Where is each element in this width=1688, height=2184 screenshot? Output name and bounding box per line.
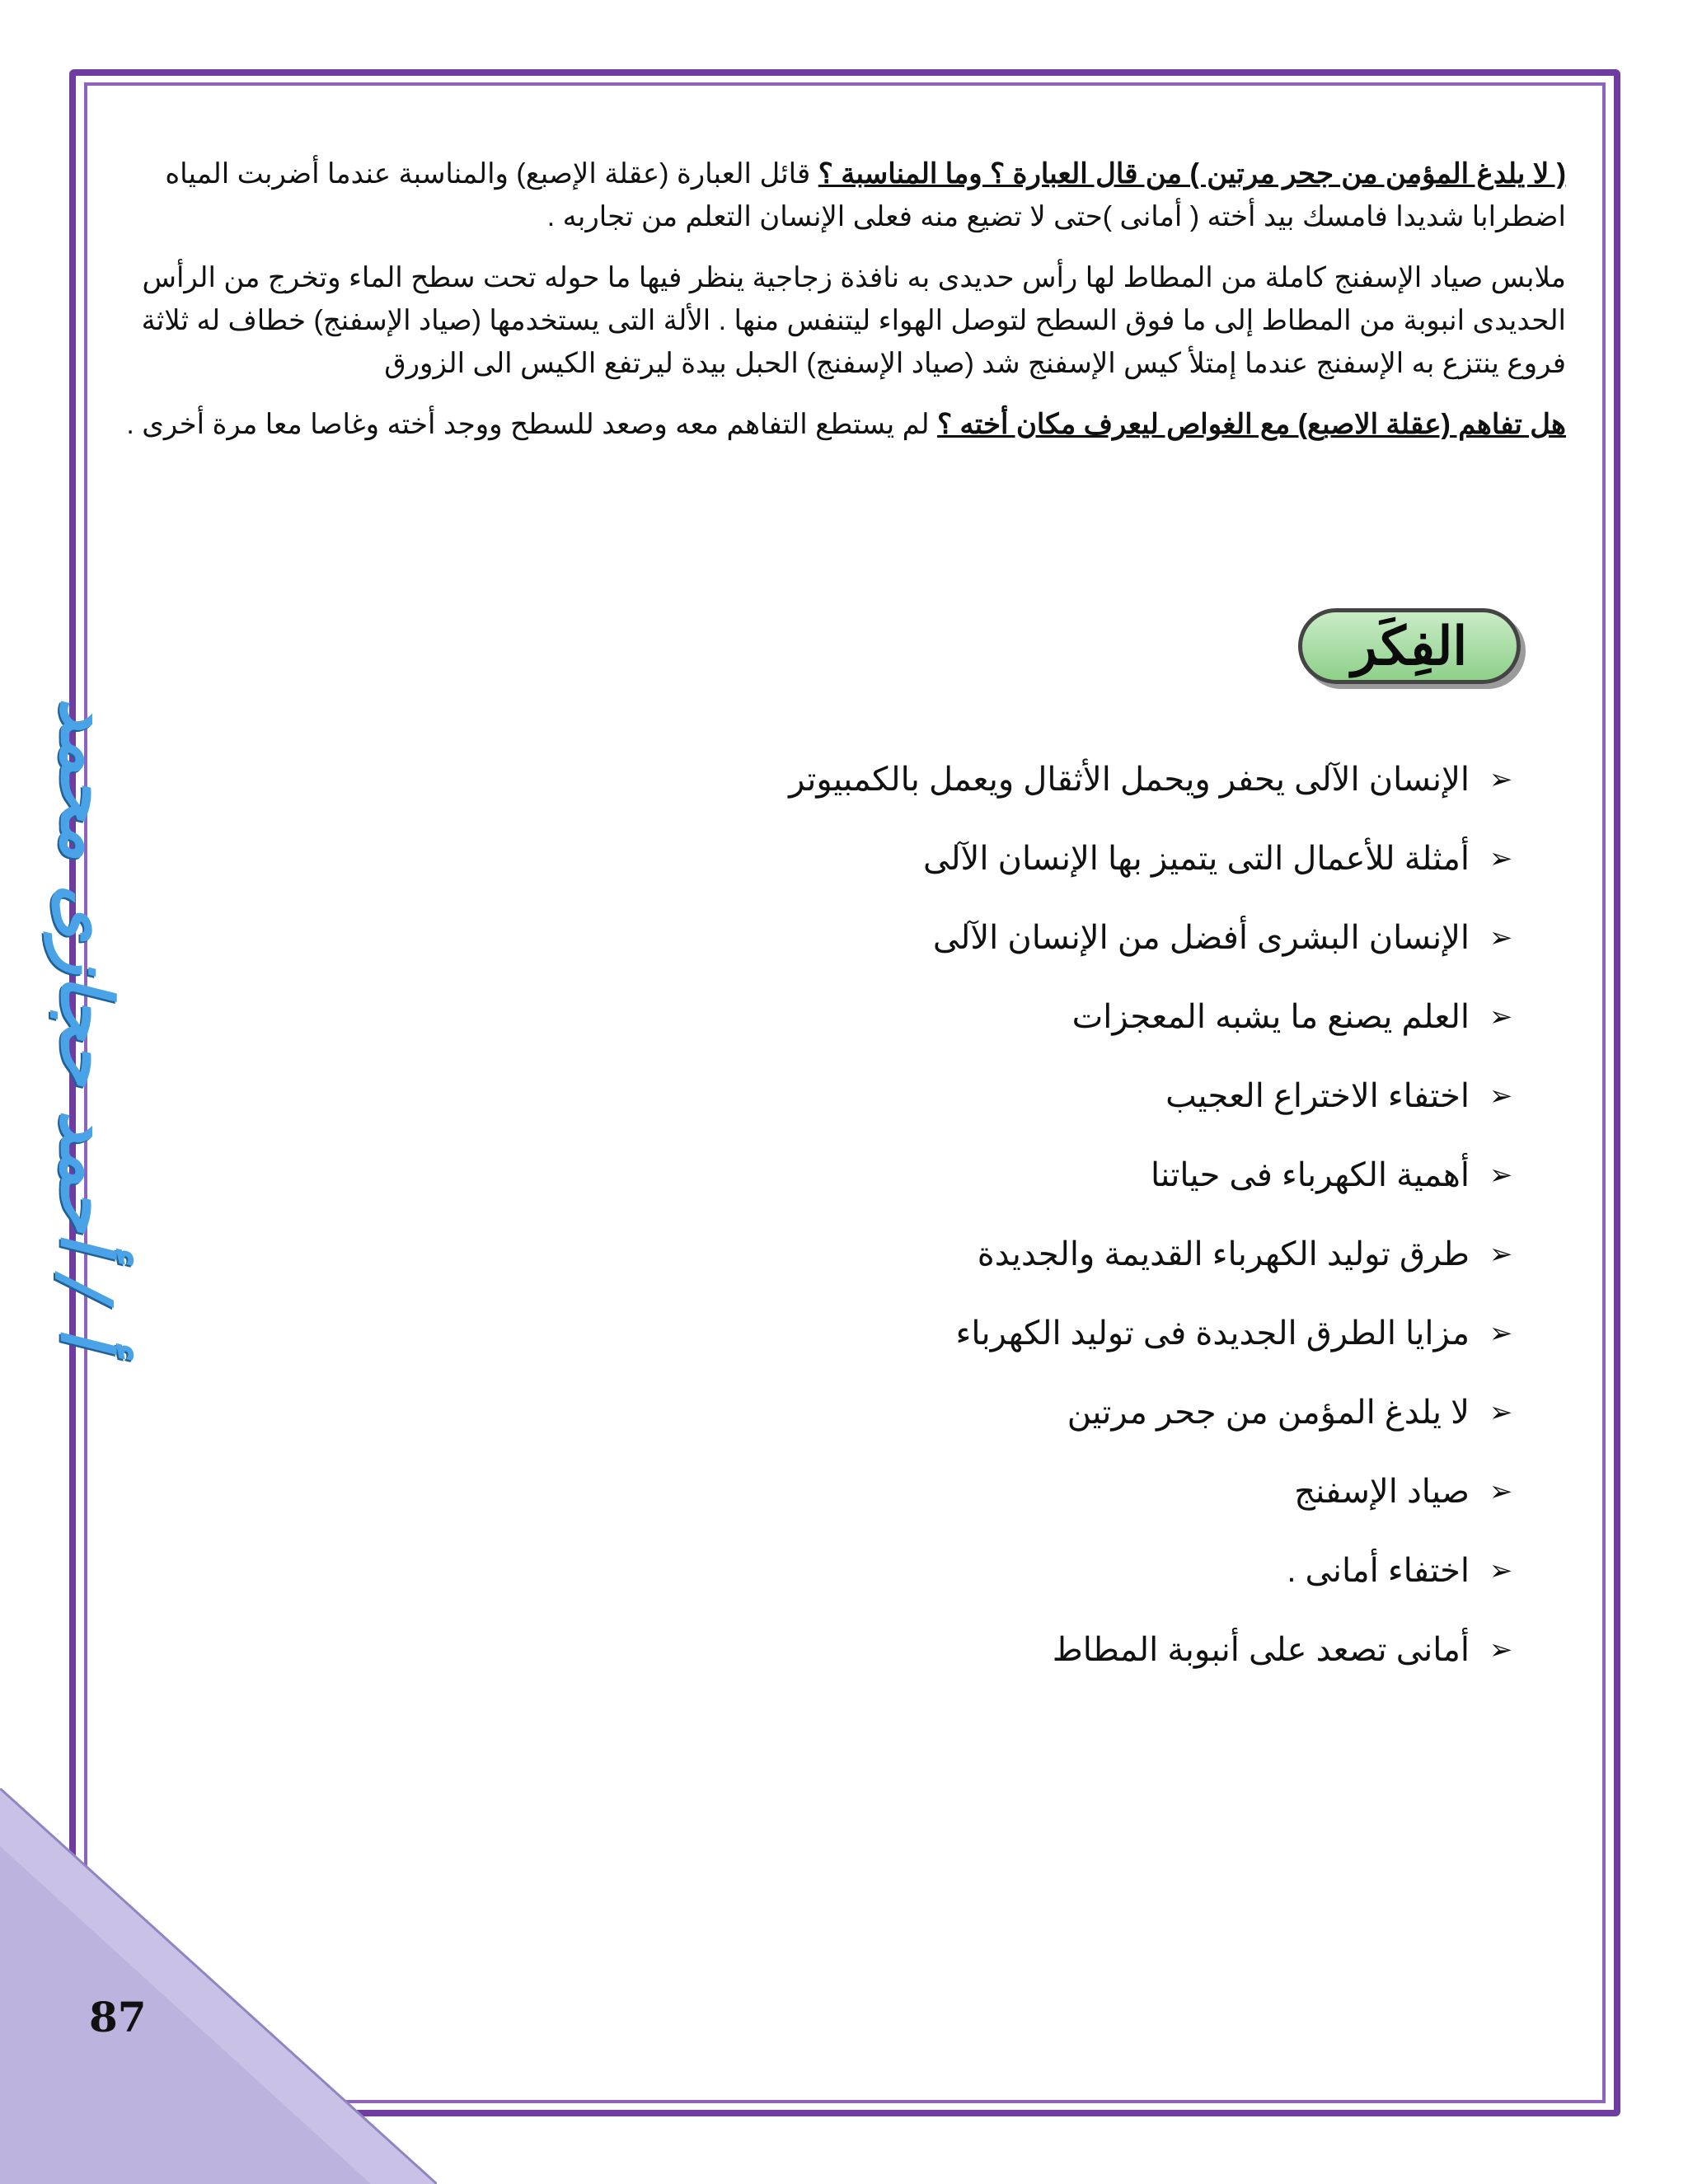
idea-text: العلم يصنع ما يشبه المعجزات (1071, 999, 1470, 1035)
paragraph-1 (124, 152, 1566, 238)
arrow-bullet-icon: ➢ (1489, 1001, 1513, 1033)
arrow-bullet-icon: ➢ (1489, 1634, 1513, 1666)
list-item (495, 1057, 1521, 1136)
list-item (495, 740, 1521, 819)
answer-1: قائل العبارة (عقلة الإصبع) والمناسبة عندما أضربت المياه اضطرابا شديدا فامسك بيد أخته ( أمانى )حتى لا تضيع منه فعلى الإنسان التعلم من تجاربه . (165, 158, 1566, 232)
list-item (495, 1452, 1521, 1531)
section-badge-title: الفِكَر (1298, 608, 1521, 684)
arrow-bullet-icon: ➢ (1489, 1397, 1513, 1428)
arrow-bullet-icon: ➢ (1489, 1476, 1513, 1507)
arrow-bullet-icon: ➢ (1489, 1239, 1513, 1270)
intro-text (124, 152, 1566, 464)
question-3: هل تفاهم (عقلة الاصبع) مع الغواص ليعرف مكان أخته ؟ (937, 409, 1566, 440)
arrow-bullet-icon: ➢ (1489, 1555, 1513, 1586)
paragraph-2: ملابس صياد الإسفنج كاملة من المطاط لها رأس حديدى به نافذة زجاجية ينظر فيها ما حوله تحت سطح الماء وتخرج من الرأس الحديدى انبوبة من المطاط إلى ما فوق السطح لتوصل الهواء ليتنفس منها . الألة التى يستخدمها (صياد الإسفنج) خطاف له ثلاثة فروع ينتزع به الإسفنج عندما إمتلأ كيس الإسفنج شد (صياد الإسفنج) الحبل بيدة ليرتفع الكيس الى الزورق (141, 262, 1566, 379)
arrow-bullet-icon: ➢ (1489, 922, 1513, 954)
arrow-bullet-icon: ➢ (1489, 1160, 1513, 1191)
idea-text: الإنسان البشرى أفضل من الإنسان الآلى (932, 920, 1470, 956)
author-signature (25, 697, 148, 1347)
list-item (495, 819, 1521, 898)
section-badge (1298, 608, 1521, 684)
list-item (495, 1373, 1521, 1452)
idea-text: أمانى تصعد على أنبوبة المطاط (1052, 1632, 1470, 1668)
idea-text: اختفاء الاختراع العجيب (1165, 1078, 1470, 1114)
page-number: 87 (89, 1993, 147, 2041)
ideas-list (495, 740, 1521, 1690)
list-item (495, 977, 1521, 1057)
idea-text: أهمية الكهرباء فى حياتنا (1150, 1157, 1470, 1193)
arrow-bullet-icon: ➢ (1489, 764, 1513, 795)
question-1: ( لا يلدغ المؤمن من جحر مرتين ) من قال العبارة ؟ وما المناسبة ؟ (818, 158, 1566, 190)
author-signature-text: أ / أحمد حجازى محمد (45, 697, 129, 1347)
corner-decoration (0, 1788, 437, 2184)
list-item (495, 898, 1521, 977)
idea-text: الإنسان الآلى يحفر ويحمل الأثقال ويعمل بالكمبيوتر (789, 762, 1470, 798)
idea-text: طرق توليد الكهرباء القديمة والجديدة (977, 1236, 1470, 1272)
answer-3: لم يستطع التفاهم معه وصعد للسطح ووجد أخته وغاصا معا مرة أخرى . (126, 409, 938, 440)
idea-text: مزايا الطرق الجديدة فى توليد الكهرباء (955, 1315, 1470, 1352)
list-item (495, 1531, 1521, 1610)
idea-text: صياد الإسفنج (1294, 1474, 1470, 1510)
list-item (495, 1610, 1521, 1690)
arrow-bullet-icon: ➢ (1489, 1318, 1513, 1349)
paragraph-3 (124, 403, 1566, 446)
list-item (495, 1294, 1521, 1373)
arrow-bullet-icon: ➢ (1489, 843, 1513, 874)
arrow-bullet-icon: ➢ (1489, 1080, 1513, 1112)
idea-text: أمثلة للأعمال التى يتميز بها الإنسان الآلى (923, 841, 1470, 877)
idea-text: اختفاء أمانى . (1287, 1553, 1470, 1589)
list-item (495, 1215, 1521, 1294)
list-item (495, 1136, 1521, 1215)
idea-text: لا يلدغ المؤمن من جحر مرتين (1067, 1394, 1470, 1431)
